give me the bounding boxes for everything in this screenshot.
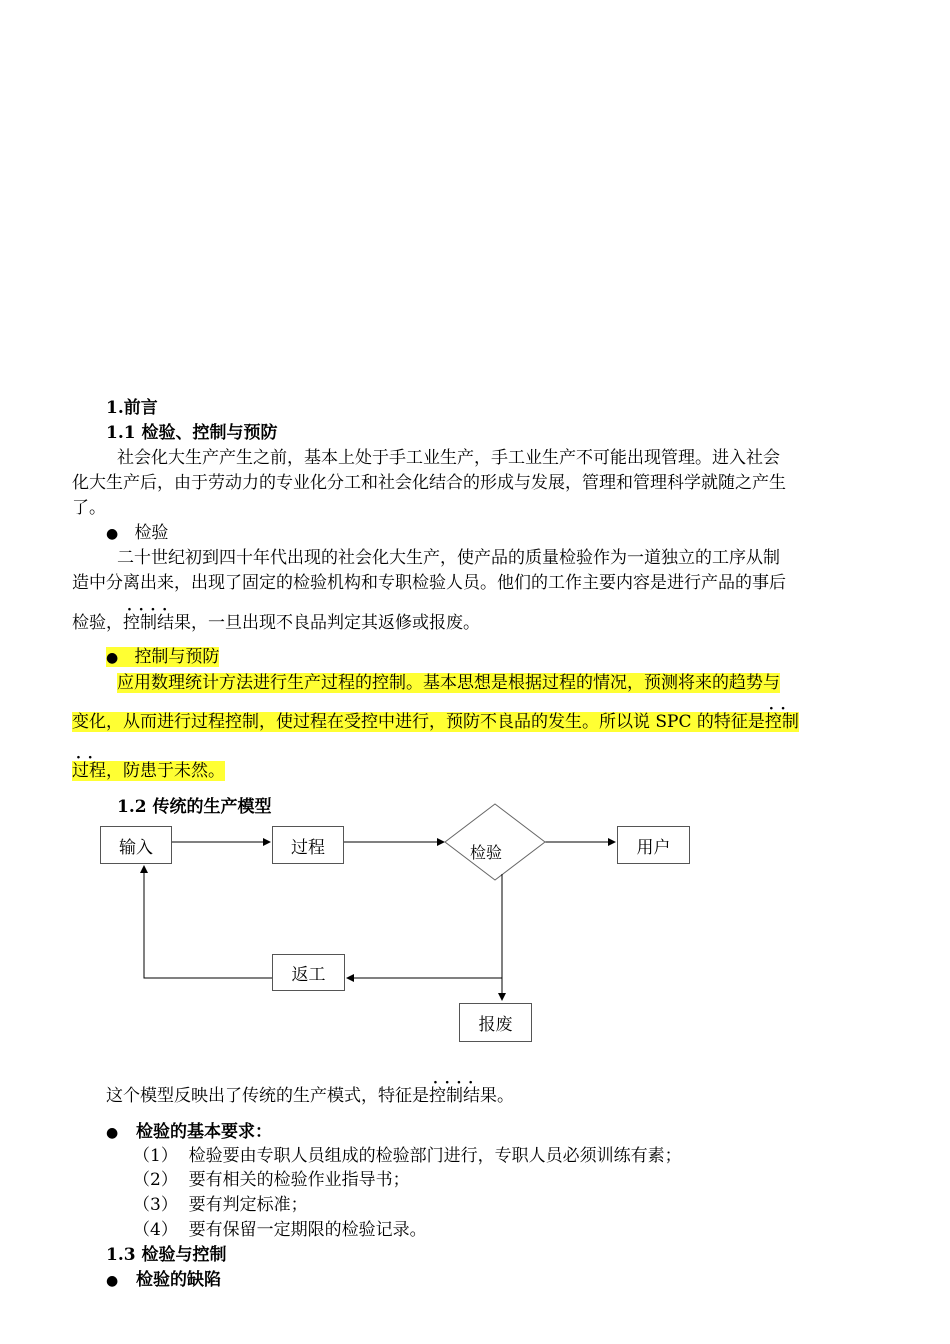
para2-line3-c: ，一旦出现不良品判定其返修或报废。: [191, 613, 480, 633]
bullet-control-label: 控制与预防: [134, 647, 220, 667]
bullet-dot-icon: ●: [106, 1125, 119, 1141]
requirement-num: （3）: [133, 1195, 178, 1215]
para2-line3-a: 检验，: [72, 613, 123, 633]
heading-preface: 1.前言: [106, 398, 158, 418]
heading-1-1: 1.1 检验、控制与预防: [106, 423, 278, 443]
emphasis-process: · · 过程: [72, 761, 106, 781]
arrow-rework-input: [144, 866, 273, 978]
heading-1-3: 1.3 检验与控制: [106, 1245, 227, 1265]
box-user: 用户: [617, 826, 690, 864]
bullet-requirements-label: 检验的基本要求：: [135, 1122, 272, 1142]
emphasis-control-result-2: · · 控制结果: [429, 1086, 497, 1106]
requirement-item: [133, 1145, 682, 1167]
bullet-dot-icon: ●: [106, 1273, 119, 1289]
requirement-text: 要有相关的检验作业指导书；: [188, 1170, 410, 1190]
para3-line3-b: ，防患于未然。: [106, 761, 225, 781]
bullet-dot-icon: ●: [106, 526, 119, 542]
requirement-text: 要有判定标准；: [188, 1195, 308, 1215]
bullet-dot-icon: ●: [106, 650, 119, 666]
emphasis-control-result: · · 控制结果: [123, 613, 191, 633]
model-note-c: 。: [497, 1086, 514, 1106]
para3-line2-a: 变化，从而进行过程控制，使过程在受控中进行，预防不良品的发生。所以说 SPC 的特征是: [72, 712, 765, 732]
para2-line1: 二十世纪初到四十年代出现的社会化大生产，使产品的质量检验作为一道独立的工序从制: [117, 548, 780, 568]
bullet-defects-label: 检验的缺陷: [135, 1270, 221, 1290]
requirement-item: [133, 1219, 427, 1241]
bullet-requirements: [106, 1121, 272, 1144]
box-input: 输入: [100, 826, 172, 864]
bullet-defects: [106, 1269, 221, 1292]
requirement-text: 要有保留一定期限的检验记录。: [188, 1220, 427, 1240]
diamond-label-inspect: 检验: [470, 843, 503, 862]
requirement-item: [133, 1169, 410, 1191]
requirement-item: [133, 1194, 308, 1216]
para2-line2: 造中分离出来，出现了固定的检验机构和专职检验人员。他们的工作主要内容是进行产品的事后: [72, 573, 786, 593]
heading-1-2: 1.2 传统的生产模型: [117, 797, 272, 817]
para1-line3: 了。: [72, 498, 106, 518]
requirement-text: 检验要由专职人员组成的检验部门进行，专职人员必须训练有素；: [188, 1146, 682, 1166]
bullet-inspection-label: 检验: [134, 523, 169, 543]
model-note-a: 这个模型反映出了传统的生产模式，特征是: [106, 1086, 429, 1106]
para3-line1-text: 应用数理统计方法进行生产过程的控制。基本思想是根据过程的情况，预测将来的趋势与: [117, 673, 780, 693]
requirement-num: （2）: [133, 1170, 178, 1190]
requirement-num: （4）: [133, 1220, 178, 1240]
box-rework: 返工: [272, 954, 345, 991]
model-note: [106, 1085, 514, 1107]
emphasis-control: · · 控制: [765, 712, 799, 732]
box-scrap: 报废: [459, 1003, 532, 1042]
para1-line1: 社会化大生产产生之前，基本上处于手工业生产，手工业生产不可能出现管理。进入社会: [117, 448, 780, 468]
box-process: 过程: [272, 826, 344, 864]
requirement-num: （1）: [133, 1146, 178, 1166]
para1-line2: 化大生产后，由于劳动力的专业化分工和社会化结合的形成与发展，管理和管理科学就随之产生: [72, 473, 786, 493]
